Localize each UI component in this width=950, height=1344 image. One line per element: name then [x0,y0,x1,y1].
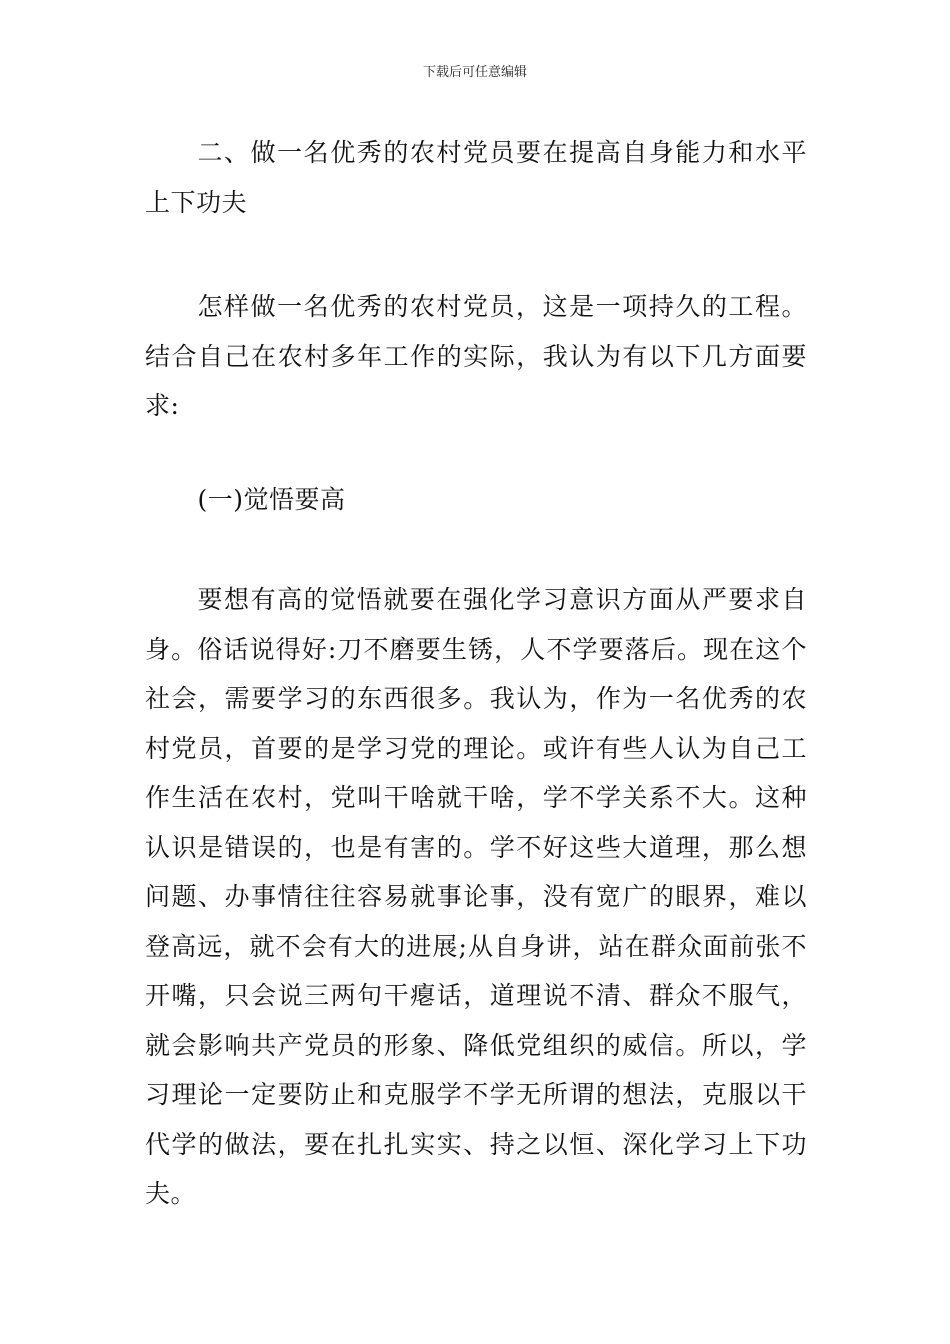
section-heading: 二、做一名优秀的农村党员要在提高自身能力和水平上下功夫 [145,138,807,217]
document-body [145,128,807,1219]
subsection-heading: (一)觉悟要高 [197,484,346,514]
page-header-note: 下载后可任意编辑 [422,65,527,80]
intro-paragraph: 怎样做一名优秀的农村党员，这是一项持久的工程。结合自己在农村多年工作的实际，我认为有以下几方面要求: [145,292,807,420]
body-paragraph: 要想有高的觉悟就要在强化学习意识方面从严要求自身。俗话说得好:刀不磨要生锈，人不学要落后。现在这个社会，需要学习的东西很多。我认为，作为一名优秀的农村党员，首要的是学习党的理论。或许有些人认为自己工作生活在农村，党叫干啥就干啥，学不学关系不大。这种认识是错误的，也是有害的。学不好这些大道理，那么想问题、办事情往往容易就事论事，没有宽广的眼界，难以登高远，就不会有大的进展;从自身讲，站在群众面前张不开嘴，只会说三两句干瘪话，道理说不清、群众不服气，就会影响共产党员的形象、降低党组织的威信。所以，学习理论一定要防止和克服学不学无所谓的想法，克服以干代学的做法，要在扎扎实实、持之以恒、深化学习上下功夫。 [145,585,807,1208]
